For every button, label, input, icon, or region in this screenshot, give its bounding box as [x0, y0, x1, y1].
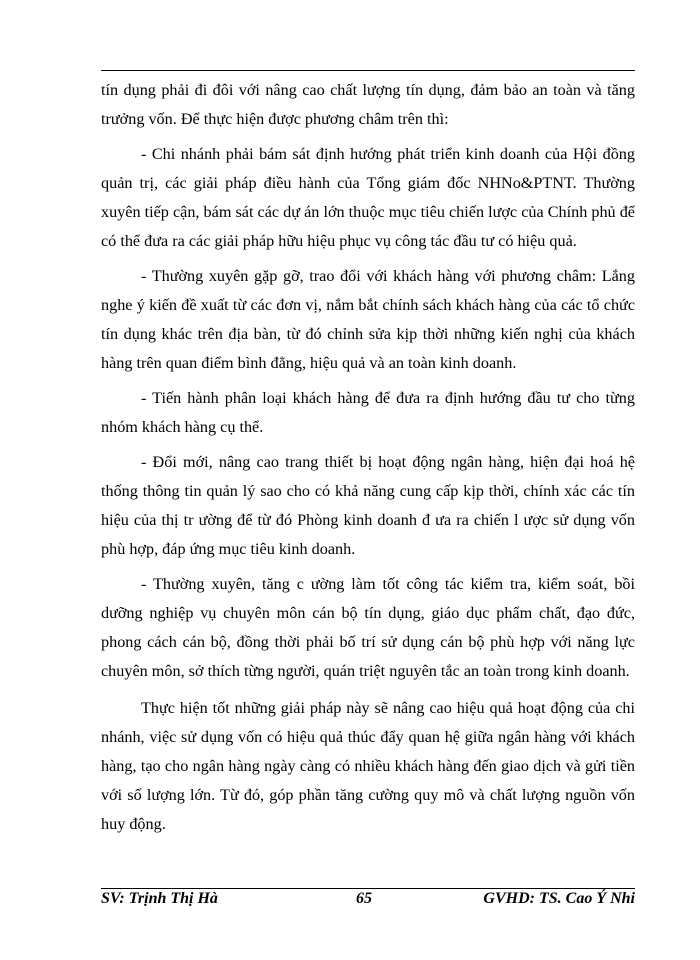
header-rule — [101, 70, 635, 71]
document-body — [101, 76, 635, 845]
conclusion-paragraph: Thực hiện tốt những giải pháp này sẽ nâng cao hiệu quả hoạt động của chi nhánh, việc sử dụng vốn có hiệu quả thúc đẩy quan hệ giữa ngân hàng với khách hàng, tạo cho ngân hàng ngày càng có nhiều khách hàng đến giao dịch và gửi tiền với số lượng lớn. Từ đó, góp phần tăng cường quy mô và chất lượng nguồn vốn huy động. — [101, 699, 635, 833]
paragraph-continuation: tín dụng phải đi đôi với nâng cao chất lượng tín dụng, đảm bảo an toàn và tăng trưởng vốn. Để thực hiện được phương châm trên thì: — [101, 81, 635, 128]
bullet-paragraph: - Tiến hành phân loại khách hàng để đưa ra định hướng đầu tư cho từng nhóm khách hàng cụ thể. — [101, 389, 635, 436]
bullet-paragraph: - Thường xuyên, tăng c ường làm tốt công tác kiểm tra, kiểm soát, bồi dưỡng nghiệp vụ chuyên môn cán bộ tín dụng, giáo dục phẩm chất, đạo đức, phong cách cán bộ, đồng thời phải bố trí sử dụng cán bộ phù hợp với năng lực chuyên môn, sở thích từng người, quán triệt nguyên tắc an toàn trong kinh doanh. — [101, 575, 635, 680]
footer-advisor: GVHD: TS. Cao Ý Nhi — [483, 890, 635, 907]
bullet-paragraph: - Chi nhánh phải bám sát định hướng phát triển kinh doanh của Hội đồng quản trị, các giải pháp điều hành của Tổng giám đốc NHNo&PTNT. Thường xuyên tiếp cận, bám sát các dự án lớn thuộc mục tiêu chiến lược của Chính phủ để có thể đưa ra các giải pháp hữu hiệu phục vụ công tác đầu tư có hiệu quả. — [101, 145, 635, 250]
page-footer — [101, 890, 635, 914]
bullet-paragraph: - Đổi mới, nâng cao trang thiết bị hoạt động ngân hàng, hiện đại hoá hệ thống thông tin quản lý sao cho có khả năng cung cấp kịp thời, chính xác các tín hiệu của thị tr ường để từ đó Phòng kinh doanh đ ưa ra chiến l ược sử dụng vốn phù hợp, đáp ứng mục tiêu kinh doanh. — [101, 453, 635, 558]
footer-student: SV: Trịnh Thị Hà — [101, 890, 218, 907]
bullet-paragraph: - Thường xuyên gặp gỡ, trao đổi với khách hàng với phương châm: Lắng nghe ý kiến đề xuất từ các đơn vị, nắm bắt chính sách khách hàng của các tổ chức tín dụng khác trên địa bàn, từ đó chỉnh sửa kịp thời những kiến nghị của khách hàng trên quan điểm bình đẳng, hiệu quả và an toàn kinh doanh. — [101, 267, 635, 372]
footer-rule — [101, 888, 635, 889]
footer-page-number: 65 — [356, 890, 372, 907]
